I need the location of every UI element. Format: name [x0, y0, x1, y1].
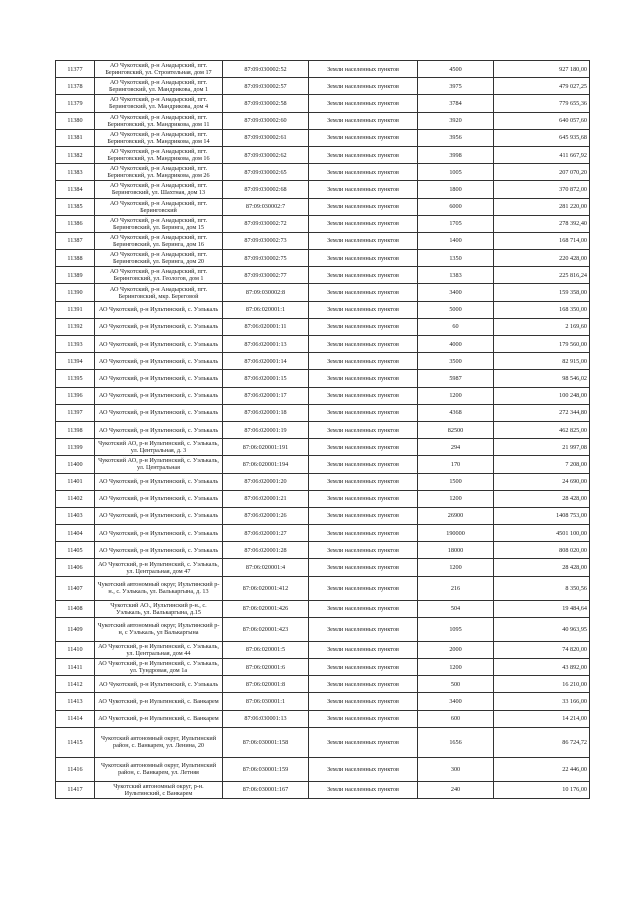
table-row	[56, 617, 590, 641]
row-number-cell: 11382	[56, 146, 95, 163]
area-cell: 5987	[418, 370, 494, 387]
area-cell: 504	[418, 600, 494, 617]
address-cell: АО Чукотский, р-н Анадырский, пгт. Беринговский, ул. Мандрикова, дом 4	[95, 95, 223, 112]
area-cell: 1500	[418, 473, 494, 490]
land-category-cell: Земли населенных пунктов	[309, 559, 418, 576]
cadastral-cost-cell: 462 825,00	[494, 421, 590, 438]
area-cell: 500	[418, 676, 494, 693]
cadastral-number-cell: 87:06:020001:6	[223, 659, 309, 676]
area-cell: 4368	[418, 404, 494, 421]
table-row	[56, 404, 590, 421]
land-category-cell: Земли населенных пунктов	[309, 198, 418, 215]
cadastral-number-cell: 87:06:020001:426	[223, 600, 309, 617]
area-cell: 1400	[418, 232, 494, 249]
address-cell: АО Чукотский, р-н Анадырский, пгт. Беринговский, ул. Геологов, дом 1	[95, 267, 223, 284]
row-number-cell: 11389	[56, 267, 95, 284]
table-row	[56, 727, 590, 757]
land-category-cell: Земли населенных пунктов	[309, 490, 418, 507]
land-category-cell: Земли населенных пунктов	[309, 284, 418, 301]
address-cell: АО Чукотский, р-н Иультинский, с. Уэлькаль	[95, 473, 223, 490]
address-cell: АО Чукотский, р-н Иультинский, с. Уэлькаль	[95, 336, 223, 353]
row-number-cell: 11416	[56, 757, 95, 781]
row-number-cell: 11383	[56, 164, 95, 181]
row-number-cell: 11397	[56, 404, 95, 421]
area-cell: 3956	[418, 129, 494, 146]
cadastral-number-cell: 87:06:020001:13	[223, 336, 309, 353]
land-category-cell: Земли населенных пунктов	[309, 727, 418, 757]
cadastral-cost-cell: 278 392,40	[494, 215, 590, 232]
cadastral-number-cell: 87:06:020001:11	[223, 318, 309, 335]
cadastral-number-cell: 87:06:020001:1	[223, 301, 309, 318]
address-cell: АО Чукотский, р-н Анадырский, пгт. Беринговский, ул. Мандрикова, дом 11	[95, 112, 223, 129]
area-cell: 216	[418, 576, 494, 600]
area-cell: 1095	[418, 617, 494, 641]
address-cell: АО Чукотский, р-н Иультинский, с. Уэлькаль	[95, 421, 223, 438]
row-number-cell: 11392	[56, 318, 95, 335]
land-category-cell: Земли населенных пунктов	[309, 129, 418, 146]
area-cell: 60	[418, 318, 494, 335]
address-cell: Чукотский автономный округ, Иультинский р-н, с Уэлькаль, ул Валькаргына	[95, 617, 223, 641]
address-cell: АО Чукотский, р-н Иультинский, с. Уэлькаль	[95, 542, 223, 559]
address-cell: АО Чукотский, р-н Анадырский, пгт. Беринговский, мкр. Береговой	[95, 284, 223, 301]
table-row	[56, 318, 590, 335]
table-row	[56, 336, 590, 353]
address-cell: АО Чукотский, р-н Иультинский, с. Ванкарем	[95, 693, 223, 710]
address-cell: АО Чукотский, р-н Анадырский, пгт. Беринговский, ул. Мандрикова, дом 16	[95, 146, 223, 163]
land-category-cell: Земли населенных пунктов	[309, 78, 418, 95]
cadastral-cost-cell: 370 872,00	[494, 181, 590, 198]
land-category-cell: Земли населенных пунктов	[309, 404, 418, 421]
row-number-cell: 11387	[56, 232, 95, 249]
cadastral-number-cell: 87:09:030002:57	[223, 78, 309, 95]
cadastral-cost-cell: 779 655,36	[494, 95, 590, 112]
land-category-cell: Земли населенных пунктов	[309, 600, 418, 617]
cadastral-number-cell: 87:09:030002:75	[223, 250, 309, 267]
area-cell: 1350	[418, 250, 494, 267]
area-cell: 3400	[418, 693, 494, 710]
land-category-cell: Земли населенных пунктов	[309, 318, 418, 335]
land-category-cell: Земли населенных пунктов	[309, 757, 418, 781]
table-row	[56, 559, 590, 576]
cadastral-number-cell: 87:06:020001:21	[223, 490, 309, 507]
row-number-cell: 11396	[56, 387, 95, 404]
cadastral-cost-cell: 411 667,92	[494, 146, 590, 163]
land-category-cell: Земли населенных пунктов	[309, 542, 418, 559]
land-category-cell: Земли населенных пунктов	[309, 693, 418, 710]
address-cell: АО Чукотский, р-н Иультинский, с. Уэлькаль	[95, 387, 223, 404]
cadastral-number-cell: 87:09:030002:77	[223, 267, 309, 284]
land-category-cell: Земли населенных пунктов	[309, 781, 418, 798]
table-row	[56, 600, 590, 617]
land-category-cell: Земли населенных пунктов	[309, 164, 418, 181]
table-row	[56, 456, 590, 473]
row-number-cell: 11378	[56, 78, 95, 95]
cadastral-number-cell: 87:06:030001:159	[223, 757, 309, 781]
area-cell: 1800	[418, 181, 494, 198]
area-cell: 3975	[418, 78, 494, 95]
cadastral-cost-cell: 7 208,00	[494, 456, 590, 473]
cadastral-cost-cell: 808 020,00	[494, 542, 590, 559]
row-number-cell: 11393	[56, 336, 95, 353]
cadastral-cost-cell: 168 714,00	[494, 232, 590, 249]
row-number-cell: 11417	[56, 781, 95, 798]
table-row	[56, 370, 590, 387]
row-number-cell: 11388	[56, 250, 95, 267]
table-row	[56, 267, 590, 284]
address-cell: АО Чукотский, р-н Анадырский, пгт. Беринговский, ул. Мандрикова, дом 14	[95, 129, 223, 146]
table-row	[56, 659, 590, 676]
land-category-cell: Земли населенных пунктов	[309, 61, 418, 78]
table-row	[56, 146, 590, 163]
table-body	[56, 61, 590, 799]
row-number-cell: 11405	[56, 542, 95, 559]
area-cell: 3500	[418, 353, 494, 370]
address-cell: АО Чукотский, р-н Иультинский, с. Уэлькаль	[95, 525, 223, 542]
row-number-cell: 11404	[56, 525, 95, 542]
cadastral-number-cell: 87:06:030001:158	[223, 727, 309, 757]
area-cell: 5000	[418, 301, 494, 318]
cadastral-cost-cell: 28 428,00	[494, 559, 590, 576]
land-category-cell: Земли населенных пунктов	[309, 215, 418, 232]
cadastral-number-cell: 87:06:030001:1	[223, 693, 309, 710]
area-cell: 1005	[418, 164, 494, 181]
row-number-cell: 11391	[56, 301, 95, 318]
row-number-cell: 11385	[56, 198, 95, 215]
cadastral-cost-cell: 43 892,00	[494, 659, 590, 676]
row-number-cell: 11401	[56, 473, 95, 490]
cadastral-number-cell: 87:06:020001:412	[223, 576, 309, 600]
address-cell: Чукотский АО, р-н Иультинский, с. Уэлькаль, ул. Центральная, д. 3	[95, 439, 223, 456]
address-cell: АО Чукотский, р-н Анадырский, пгт. Беринговский, ул. Шахтная, дом 13	[95, 181, 223, 198]
cadastral-cost-cell: 98 546,02	[494, 370, 590, 387]
row-number-cell: 11403	[56, 507, 95, 524]
cadastral-number-cell: 87:09:030002:52	[223, 61, 309, 78]
cadastral-number-cell: 87:06:020001:17	[223, 387, 309, 404]
cadastral-number-cell: 87:09:030002:61	[223, 129, 309, 146]
address-cell: АО Чукотский, р-н Иультинский, с. Уэлькаль	[95, 370, 223, 387]
cadastral-cost-cell: 21 997,08	[494, 439, 590, 456]
area-cell: 6000	[418, 198, 494, 215]
cadastral-cost-cell: 479 027,25	[494, 78, 590, 95]
row-number-cell: 11412	[56, 676, 95, 693]
table-row	[56, 215, 590, 232]
cadastral-cost-cell: 28 428,00	[494, 490, 590, 507]
table-row	[56, 78, 590, 95]
cadastral-cost-cell: 1408 753,00	[494, 507, 590, 524]
area-cell: 240	[418, 781, 494, 798]
address-cell: АО Чукотский, р-н Анадырский, пгт. Беринговский	[95, 198, 223, 215]
table-row	[56, 387, 590, 404]
row-number-cell: 11381	[56, 129, 95, 146]
cadastral-cost-cell: 22 446,00	[494, 757, 590, 781]
cadastral-cost-cell: 2 169,60	[494, 318, 590, 335]
table-row	[56, 353, 590, 370]
row-number-cell: 11398	[56, 421, 95, 438]
cadastral-cost-cell: 82 915,00	[494, 353, 590, 370]
area-cell: 3920	[418, 112, 494, 129]
row-number-cell: 11406	[56, 559, 95, 576]
land-category-cell: Земли населенных пунктов	[309, 387, 418, 404]
land-category-cell: Земли населенных пунктов	[309, 112, 418, 129]
table-row	[56, 112, 590, 129]
land-category-cell: Земли населенных пунктов	[309, 370, 418, 387]
land-category-cell: Земли населенных пунктов	[309, 473, 418, 490]
row-number-cell: 11413	[56, 693, 95, 710]
cadastral-number-cell: 87:06:020001:194	[223, 456, 309, 473]
cadastral-cost-cell: 159 358,00	[494, 284, 590, 301]
area-cell: 1200	[418, 490, 494, 507]
row-number-cell: 11408	[56, 600, 95, 617]
row-number-cell: 11386	[56, 215, 95, 232]
land-category-cell: Земли населенных пунктов	[309, 267, 418, 284]
area-cell: 3400	[418, 284, 494, 301]
row-number-cell: 11377	[56, 61, 95, 78]
table-row	[56, 421, 590, 438]
table-row	[56, 757, 590, 781]
table-row	[56, 232, 590, 249]
area-cell: 1200	[418, 659, 494, 676]
row-number-cell: 11409	[56, 617, 95, 641]
cadastral-cost-cell: 281 220,00	[494, 198, 590, 215]
address-cell: АО Чукотский, р-н Иультинский, с. Уэлькаль	[95, 676, 223, 693]
cadastral-cost-cell: 19 484,64	[494, 600, 590, 617]
area-cell: 26900	[418, 507, 494, 524]
table-row	[56, 95, 590, 112]
cadastral-number-cell: 87:09:030002:62	[223, 146, 309, 163]
area-cell: 3784	[418, 95, 494, 112]
land-category-cell: Земли населенных пунктов	[309, 617, 418, 641]
row-number-cell: 11415	[56, 727, 95, 757]
area-cell: 3998	[418, 146, 494, 163]
row-number-cell: 11407	[56, 576, 95, 600]
land-category-cell: Земли населенных пунктов	[309, 525, 418, 542]
cadastral-number-cell: 87:09:030002:73	[223, 232, 309, 249]
address-cell: Чукотский автономный округ, Иультинский район, с. Ванкарем, ул. Ленина, 20	[95, 727, 223, 757]
cadastral-number-cell: 87:09:030002:65	[223, 164, 309, 181]
address-cell: АО Чукотский, р-н Иультинский, с. Уэлькаль	[95, 490, 223, 507]
address-cell: АО Чукотский, р-н Иультинский, с. Уэлькаль, ул. Центральная, дом 44	[95, 641, 223, 658]
cadastral-cost-cell: 272 344,80	[494, 404, 590, 421]
row-number-cell: 11384	[56, 181, 95, 198]
land-category-cell: Земли населенных пунктов	[309, 232, 418, 249]
cadastral-cost-cell: 14 214,00	[494, 710, 590, 727]
table-row	[56, 641, 590, 658]
cadastral-number-cell: 87:09:030002:60	[223, 112, 309, 129]
cadastral-number-cell: 87:06:020001:18	[223, 404, 309, 421]
address-cell: АО Чукотский, р-н Иультинский, с. Уэлькаль	[95, 404, 223, 421]
cadastral-cost-cell: 86 724,72	[494, 727, 590, 757]
area-cell: 4500	[418, 61, 494, 78]
table-row	[56, 576, 590, 600]
land-category-cell: Земли населенных пунктов	[309, 439, 418, 456]
row-number-cell: 11394	[56, 353, 95, 370]
area-cell: 1656	[418, 727, 494, 757]
table-row	[56, 781, 590, 798]
address-cell: Чукотский автономный округ, Иультинский район, с. Ванкарем, ул. Летняя	[95, 757, 223, 781]
cadastral-cost-cell: 645 935,68	[494, 129, 590, 146]
land-category-cell: Земли населенных пунктов	[309, 181, 418, 198]
cadastral-cost-cell: 927 180,00	[494, 61, 590, 78]
cadastral-number-cell: 87:09:030002:58	[223, 95, 309, 112]
land-category-cell: Земли населенных пунктов	[309, 301, 418, 318]
cadastral-number-cell: 87:09:030002:68	[223, 181, 309, 198]
area-cell: 600	[418, 710, 494, 727]
cadastral-number-cell: 87:06:020001:423	[223, 617, 309, 641]
address-cell: АО Чукотский, р-н Анадырский, пгт. Беринговский, ул. Беринга, дом 15	[95, 215, 223, 232]
cadastral-cost-cell: 168 350,00	[494, 301, 590, 318]
table-row	[56, 250, 590, 267]
address-cell: АО Чукотский, р-н Анадырский, пгт. Беринговский, ул. Беринга, дом 20	[95, 250, 223, 267]
area-cell: 294	[418, 439, 494, 456]
cadastral-cost-cell: 640 057,60	[494, 112, 590, 129]
land-category-cell: Земли населенных пунктов	[309, 456, 418, 473]
land-category-cell: Земли населенных пунктов	[309, 336, 418, 353]
cadastral-cost-cell: 4501 100,00	[494, 525, 590, 542]
row-number-cell: 11379	[56, 95, 95, 112]
table-row	[56, 542, 590, 559]
table-row	[56, 181, 590, 198]
cadastral-number-cell: 87:06:030001:167	[223, 781, 309, 798]
table-row	[56, 676, 590, 693]
cadastral-cost-cell: 207 070,20	[494, 164, 590, 181]
address-cell: Чукотский автономный округ, Иультинский р-н., с. Уэлькаль, ул. Валькаргына, д. 13	[95, 576, 223, 600]
cadastral-number-cell: 87:06:020001:8	[223, 676, 309, 693]
table-row	[56, 198, 590, 215]
land-category-cell: Земли населенных пунктов	[309, 641, 418, 658]
cadastral-number-cell: 87:06:020001:5	[223, 641, 309, 658]
table-row	[56, 693, 590, 710]
cadastral-cost-cell: 225 816,24	[494, 267, 590, 284]
table-row	[56, 710, 590, 727]
area-cell: 2000	[418, 641, 494, 658]
cadastral-number-cell: 87:06:020001:26	[223, 507, 309, 524]
land-category-cell: Земли населенных пунктов	[309, 146, 418, 163]
cadastral-number-cell: 87:06:020001:27	[223, 525, 309, 542]
cadastral-cost-cell: 100 248,00	[494, 387, 590, 404]
cadastral-cost-cell: 8 350,56	[494, 576, 590, 600]
area-cell: 1200	[418, 387, 494, 404]
area-cell: 300	[418, 757, 494, 781]
row-number-cell: 11402	[56, 490, 95, 507]
address-cell: АО Чукотский, р-н Иультинский, с. Уэлькаль	[95, 301, 223, 318]
row-number-cell: 11399	[56, 439, 95, 456]
land-category-cell: Земли населенных пунктов	[309, 576, 418, 600]
address-cell: АО Чукотский, р-н Иультинский, с. Уэлькаль	[95, 353, 223, 370]
cadastral-number-cell: 87:06:020001:191	[223, 439, 309, 456]
table-row	[56, 284, 590, 301]
land-plot-registry-table	[55, 60, 590, 799]
row-number-cell: 11380	[56, 112, 95, 129]
table-row	[56, 507, 590, 524]
cadastral-cost-cell: 33 166,00	[494, 693, 590, 710]
row-number-cell: 11411	[56, 659, 95, 676]
table-row	[56, 439, 590, 456]
cadastral-number-cell: 87:09:030002:8	[223, 284, 309, 301]
address-cell: Чукотский АО, р-н Иультинский, с. Уэлькаль, ул. Центральная	[95, 456, 223, 473]
land-category-cell: Земли населенных пунктов	[309, 710, 418, 727]
cadastral-cost-cell: 179 560,00	[494, 336, 590, 353]
row-number-cell: 11414	[56, 710, 95, 727]
address-cell: Чукотский АО., Иультинский р-н., с. Уэлькаль, ул. Валькаргына, д.15	[95, 600, 223, 617]
row-number-cell: 11410	[56, 641, 95, 658]
area-cell: 1200	[418, 559, 494, 576]
address-cell: АО Чукотский, р-н Иультинский, с. Уэлькаль	[95, 318, 223, 335]
row-number-cell: 11400	[56, 456, 95, 473]
address-cell: Чукотский автономный округ, р-н. Иультинский, с Ванкарем	[95, 781, 223, 798]
cadastral-cost-cell: 220 428,00	[494, 250, 590, 267]
address-cell: АО Чукотский, р-н Иультинский, с. Уэлькаль	[95, 507, 223, 524]
cadastral-number-cell: 87:06:020001:14	[223, 353, 309, 370]
cadastral-number-cell: 87:06:020001:28	[223, 542, 309, 559]
cadastral-cost-cell: 40 963,95	[494, 617, 590, 641]
area-cell: 4000	[418, 336, 494, 353]
land-category-cell: Земли населенных пунктов	[309, 421, 418, 438]
cadastral-cost-cell: 74 820,00	[494, 641, 590, 658]
cadastral-number-cell: 87:06:020001:19	[223, 421, 309, 438]
cadastral-cost-cell: 24 690,00	[494, 473, 590, 490]
cadastral-number-cell: 87:06:020001:20	[223, 473, 309, 490]
table-row	[56, 473, 590, 490]
cadastral-number-cell: 87:06:020001:15	[223, 370, 309, 387]
cadastral-number-cell: 87:06:020001:4	[223, 559, 309, 576]
land-category-cell: Земли населенных пунктов	[309, 95, 418, 112]
address-cell: АО Чукотский, р-н Иультинский, с. Ванкарем	[95, 710, 223, 727]
table-row	[56, 129, 590, 146]
table-row	[56, 164, 590, 181]
cadastral-number-cell: 87:09:030002:72	[223, 215, 309, 232]
table-row	[56, 490, 590, 507]
table-row	[56, 301, 590, 318]
address-cell: АО Чукотский, р-н Анадырский, пгт. Беринговский, ул. Беринга, дом 16	[95, 232, 223, 249]
land-category-cell: Земли населенных пунктов	[309, 676, 418, 693]
address-cell: АО Чукотский, р-н Анадырский, пгт. Беринговский, ул. Строительная, дом 17	[95, 61, 223, 78]
area-cell: 18000	[418, 542, 494, 559]
table-row	[56, 525, 590, 542]
address-cell: АО Чукотский, р-н Анадырский, пгт. Беринговский, ул. Мандрикова, дом 26	[95, 164, 223, 181]
land-category-cell: Земли населенных пунктов	[309, 659, 418, 676]
area-cell: 190000	[418, 525, 494, 542]
area-cell: 1383	[418, 267, 494, 284]
row-number-cell: 11390	[56, 284, 95, 301]
area-cell: 82500	[418, 421, 494, 438]
address-cell: АО Чукотский, р-н Анадырский, пгт. Беринговский, ул. Мандрикова, дом 1	[95, 78, 223, 95]
area-cell: 170	[418, 456, 494, 473]
address-cell: АО Чукотский, р-н Иультинский, с. Уэлькаль, ул. Центральная, дом 47	[95, 559, 223, 576]
area-cell: 1705	[418, 215, 494, 232]
cadastral-cost-cell: 16 210,00	[494, 676, 590, 693]
cadastral-cost-cell: 10 176,00	[494, 781, 590, 798]
cadastral-number-cell: 87:06:030001:13	[223, 710, 309, 727]
land-category-cell: Земли населенных пунктов	[309, 353, 418, 370]
address-cell: АО Чукотский, р-н Иультинский, с. Уэлькаль, ул. Тундровая, дом 1а	[95, 659, 223, 676]
land-category-cell: Земли населенных пунктов	[309, 250, 418, 267]
cadastral-number-cell: 87:09:030002:7	[223, 198, 309, 215]
row-number-cell: 11395	[56, 370, 95, 387]
land-category-cell: Земли населенных пунктов	[309, 507, 418, 524]
table-row	[56, 61, 590, 78]
